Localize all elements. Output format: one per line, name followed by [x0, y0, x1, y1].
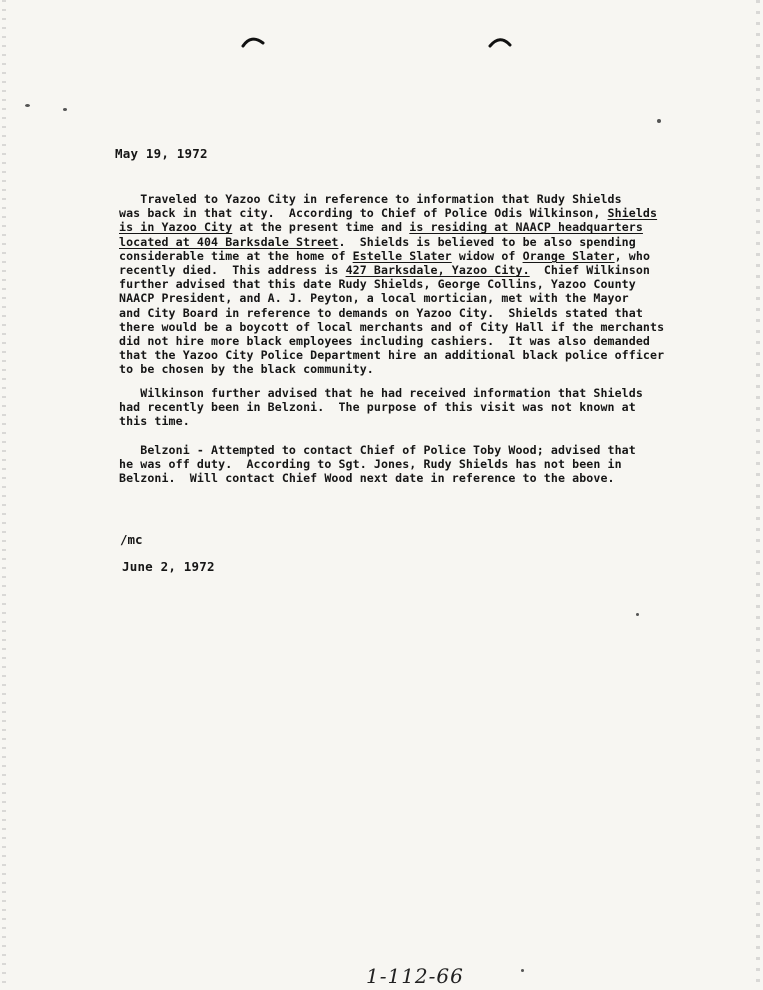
underlined-text: is residing at NAACP headquarters	[409, 220, 643, 235]
text-span: Wilkinson further advised that he had received information that Shields	[119, 386, 643, 400]
underlined-text: Shields	[607, 206, 658, 221]
text-line	[119, 277, 679, 291]
typist-initials: /mc	[120, 532, 143, 547]
text-span: . Shields is believed to be also spending	[338, 234, 636, 249]
paragraph-yazoo-city	[119, 192, 679, 377]
text-span: to be chosen by the black community.	[119, 362, 374, 377]
scan-speck	[63, 108, 67, 111]
underlined-text: located at 404 Barksdale Street	[119, 234, 339, 249]
text-span: Belzoni - Attempted to contact Chief of Police Toby Wood; advised that	[119, 443, 636, 457]
text-span: he was off duty. According to Sgt. Jones, Rudy Shields has not been in	[119, 457, 622, 472]
text-span: widow of	[451, 248, 523, 263]
text-span: did not hire more black employees including cashiers. It was also demanded	[119, 334, 651, 349]
text-line	[119, 235, 679, 249]
text-line	[119, 334, 679, 348]
punch-mark-left	[241, 34, 265, 48]
text-line	[119, 348, 679, 362]
text-line	[119, 362, 679, 376]
scan-speck	[25, 104, 30, 107]
text-line	[119, 291, 679, 305]
underlined-text: is in Yazoo City	[119, 220, 233, 235]
scan-speck	[636, 613, 639, 616]
text-line	[119, 192, 679, 206]
text-line	[119, 263, 679, 277]
text-line	[119, 471, 679, 485]
text-line	[119, 249, 679, 263]
punch-mark-right	[488, 34, 512, 48]
text-line	[119, 220, 679, 234]
paragraph-wilkinson-belzoni	[119, 386, 679, 429]
text-span: that the Yazoo City Police Department hire an additional black police officer	[119, 348, 665, 363]
text-line	[119, 400, 679, 414]
text-span: at the present time and	[232, 220, 410, 235]
text-line	[119, 457, 679, 471]
text-span: considerable time at the home of	[119, 248, 353, 263]
text-line	[119, 414, 679, 428]
text-span: and City Board in reference to demands on Yazoo City. Shields stated that	[119, 305, 643, 320]
left-scan-edge	[2, 0, 6, 990]
text-line	[119, 320, 679, 334]
text-span: , who	[614, 248, 651, 263]
handwritten-file-number: 1-112-66	[366, 964, 464, 988]
text-line	[119, 386, 679, 400]
underlined-text: 427 Barksdale, Yazoo City.	[345, 263, 530, 278]
text-span: further advised that this date Rudy Shields, George Collins, Yazoo County	[119, 277, 636, 292]
paragraph-belzoni-contact	[119, 443, 679, 486]
text-span: this time.	[119, 414, 190, 429]
right-scan-edge	[756, 0, 760, 990]
typed-date: June 2, 1972	[122, 559, 215, 574]
scan-speck	[521, 969, 524, 972]
text-span: Traveled to Yazoo City in reference to information that Rudy Shields	[119, 192, 622, 206]
text-span: had recently been in Belzoni. The purpose of this visit was not known at	[119, 400, 636, 415]
text-line	[119, 306, 679, 320]
text-span: recently died. This address is	[119, 263, 346, 278]
text-span: NAACP President, and A. J. Peyton, a local mortician, met with the Mayor	[119, 291, 629, 306]
text-span: there would be a boycott of local merchants and of City Hall if the merchants	[119, 319, 665, 334]
text-span: Chief Wilkinson	[529, 263, 651, 278]
scan-speck	[657, 119, 661, 123]
text-span: Belzoni. Will contact Chief Wood next date in reference to the above.	[119, 471, 615, 486]
header-date: May 19, 1972	[115, 146, 208, 161]
underlined-text: Estelle Slater	[352, 248, 452, 263]
text-line	[119, 443, 679, 457]
text-line	[119, 206, 679, 220]
text-span: was back in that city. According to Chief of Police Odis Wilkinson,	[119, 206, 608, 221]
underlined-text: Orange Slater	[522, 248, 615, 263]
